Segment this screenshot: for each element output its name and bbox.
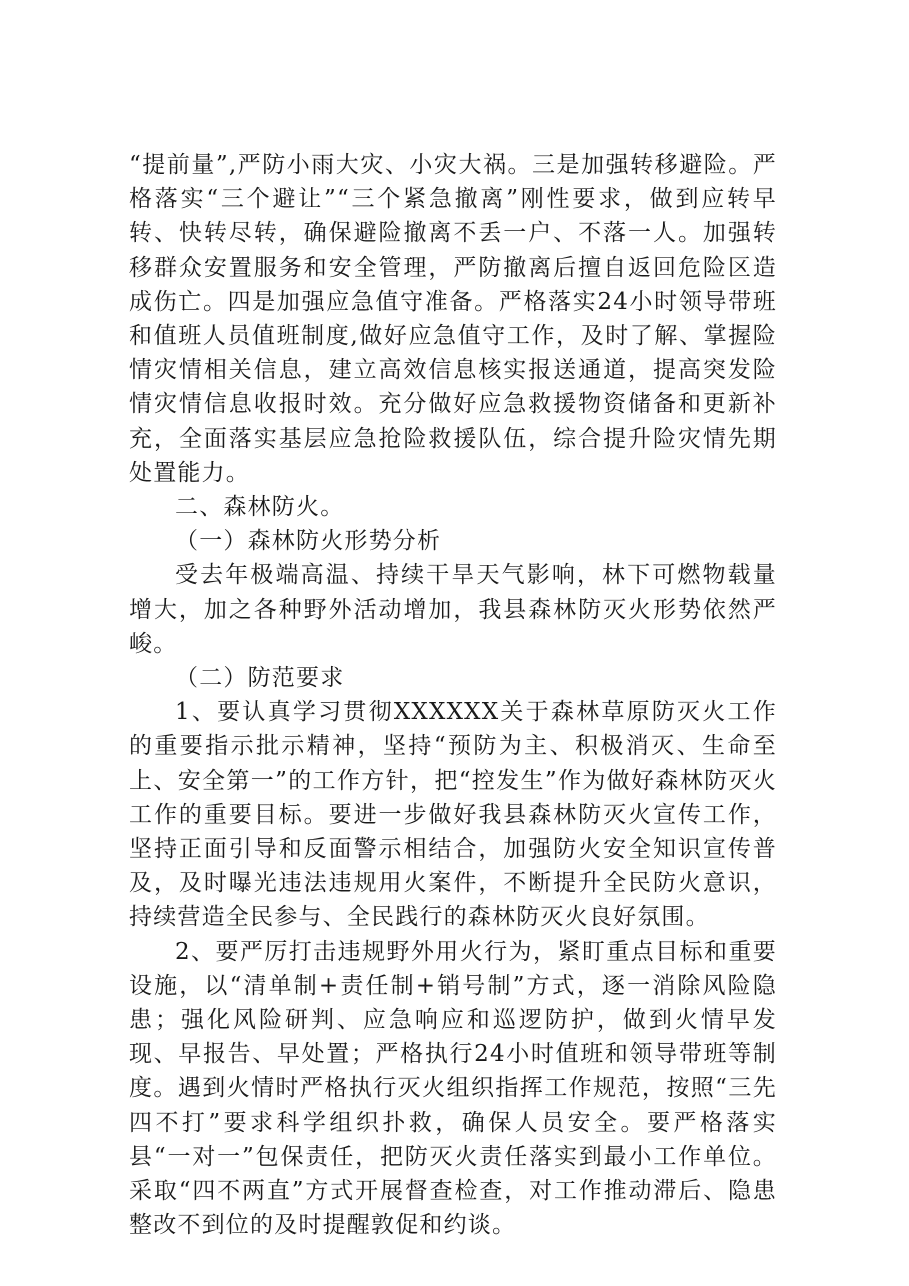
paragraph-requirement-2: 2、要严厉打击违规野外用火行为，紧盯重点目标和重要设施，以“清单制+责任制+销号制”方式，逐一消除风险隐患；强化风险研判、应急响应和巡逻防护，做到火情早发现、早报告、早处置；严格执行24小时值班和领导带班等制度。遇到火情时严格执行灭火组织指挥工作规范，按照“三先四不打”要求科学组织扑救，确保人员安全。要严格落实县“一对一”包保责任，把防灭火责任落实到最小工作单位。采取“四不两直”方式开展督查检查，对工作推动滞后、隐患整改不到位的及时提醒敦促和约谈。 [129,938,777,1239]
paragraph-situation: 受去年极端高温、持续干旱天气影响，林下可燃物载量增大，加之各种野外活动增加，我县森林防灭火形势依然严峻。 [129,562,777,657]
subheading-prevention-requirements: （二）防范要求 [175,665,345,692]
subheading-situation-analysis: （一）森林防火形势分析 [175,528,442,555]
document-body [129,148,777,1243]
paragraph-flood-measures: “提前量”,严防小雨大灾、小灾大祸。三是加强转移避险。严格落实“三个避让”“三个紧急撤离”刚性要求，做到应转早转、快转尽转，确保避险撤离不丢一户、不落一人。加强转移群众安置服务和安全管理，严防撤离后擅自返回危险区造成伤亡。四是加强应急值守准备。严格落实24小时领导带班和值班人员值班制度,做好应急值守工作，及时了解、掌握险情灾情相关信息，建立高效信息核实报送通道，提高突发险情灾情信息收报时效。充分做好应急救援物资储备和更新补充，全面落实基层应急抢险救援队伍，综合提升险灾情先期处置能力。 [129,152,777,486]
paragraph-requirement-1: 1、要认真学习贯彻XXXXXX关于森林草原防灭火工作的重要指示批示精神，坚持“预防为主、积极消灭、生命至上、安全第一”的工作方针，把“控发生”作为做好森林防灭火工作的重要目标。要进一步做好我县森林防灭火宣传工作，坚持正面引导和反面警示相结合，加强防火安全知识宣传普及，及时曝光违法违规用火案件，不断提升全民防火意识，持续营造全民参与、全民践行的森林防灭火良好氛围。 [129,699,777,931]
section-heading-forest-fire: 二、森林防火。 [175,494,345,521]
